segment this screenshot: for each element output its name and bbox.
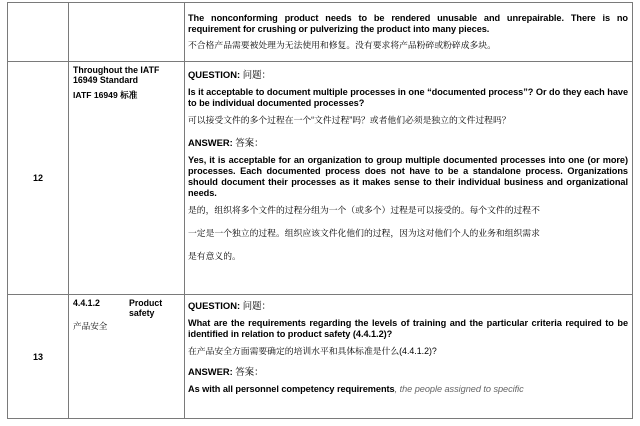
clause-title-zh: 产品安全 [73,321,108,331]
question-text: Is it acceptable to document multiple processes in one “documented process”? Or do they each have to be individual documented processes? [188,87,628,108]
row-number: 12 [8,62,69,295]
answer-text: The nonconforming product needs to be rendered unusable and unrepairable. There is no requirement for crushing or pulverizing the product into many pieces. [188,13,628,34]
reference-cell [69,295,185,419]
reference-cell [69,3,185,62]
answer-text-obscured: , the people assigned to specific [394,384,524,394]
table-row [8,295,633,419]
answer-text [188,384,628,395]
question-label [188,300,628,312]
answer-label-en: ANSWER: [188,137,233,148]
question-label-en: QUESTION: [188,69,241,80]
question-label-zh: 问题： [242,69,271,80]
answer-text: Yes, it is acceptable for an organization to group multiple documented processes into one (or more) processes. Each documented process does not have to be a standalone process. Organizations should document their processes as it makes sense to their individual business and organizational needs. [188,155,628,198]
clause-title: Product safety [129,298,163,318]
answer-label [188,137,628,149]
faq-table [7,2,633,419]
content-cell [185,62,633,295]
answer-text-zh-line: 是有意义的。 [188,251,241,261]
table-row [8,3,633,62]
content-cell [185,295,633,419]
answer-text-zh-line: 一定是一个独立的过程。组织应该文件化他们的过程，因为这对他们个人的业务和组织需求 [188,228,540,238]
clause-title: Throughout the IATF 16949 Standard [73,65,160,85]
question-text-zh: 可以接受文件的多个过程在一个“文件过程”吗？或者他们必须是独立的文件过程吗？ [188,115,511,125]
content-cell [185,3,633,62]
row-number: 13 [8,295,69,419]
reference-cell [69,62,185,295]
question-text-zh: 在产品安全方面需要确定的培训水平和具体标准是什么(4.4.1.2)? [188,346,437,356]
question-text: What are the requirements regarding the levels of training and the particular criteria required to be identified in relation to product safety (4.4.1.2)? [188,318,628,339]
question-label-zh: 问题： [242,300,271,311]
answer-text-visible: As with all personnel competency requirements [188,384,395,394]
question-label-en: QUESTION: [188,300,241,311]
answer-text-zh-line: 是的，组织将多个文件的过程分组为一个（或多个）过程是可以接受的。每个文件的过程不 [188,205,540,215]
clause-title-zh: IATF 16949 标准 [73,90,138,100]
clause-number: 4.4.1.2 [73,298,100,308]
table-row [8,62,633,295]
answer-label-zh: 答案： [235,137,264,148]
number-cell [8,3,69,62]
answer-label-zh: 答案： [235,366,264,377]
answer-label [188,366,628,378]
answer-label-en: ANSWER: [188,366,233,377]
answer-text-zh: 不合格产品需要被处理为无法使用和修复。没有要求将产品粉碎或粉碎成多块。 [188,40,496,50]
question-label [188,69,628,81]
